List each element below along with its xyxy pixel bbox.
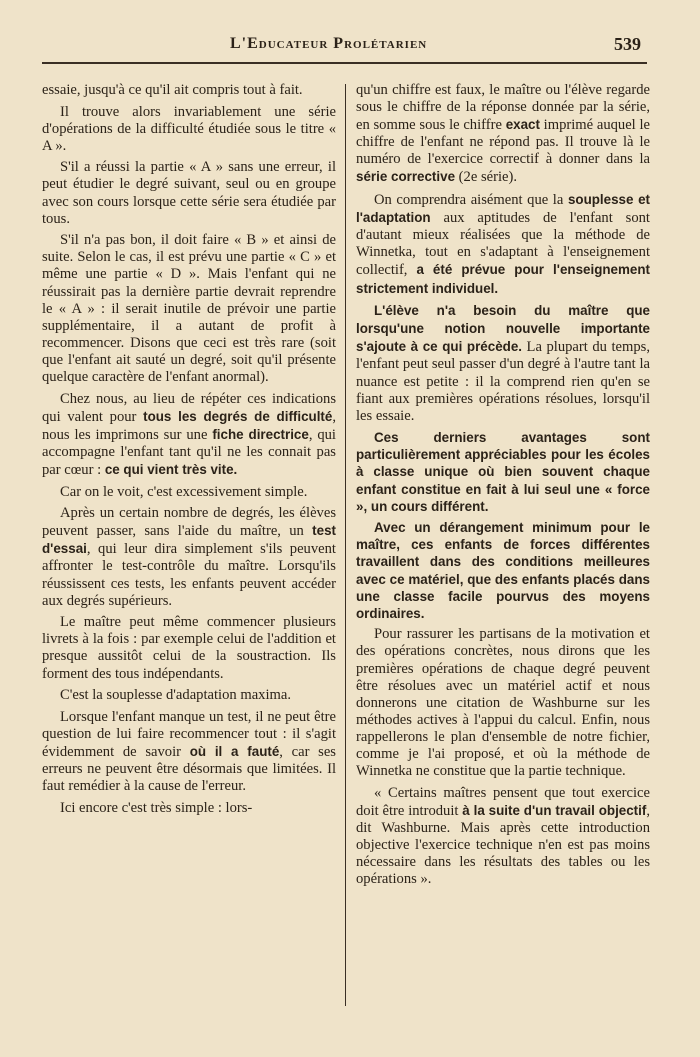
paragraph <box>356 191 650 298</box>
bold-run: série corrective <box>356 169 456 185</box>
paragraph: Le maître peut même commencer plusieurs livrets à la fois : par exemple celui de l'addition et presque aussitôt celui de la soustraction. Ils forment des tous indépendants. <box>42 614 336 682</box>
paragraph <box>42 709 336 795</box>
text-run: Après un certain nombre de degrés, les élèves peuvent passer, sans l'aide du maître, un <box>42 505 336 540</box>
paragraph: C'est la souplesse d'adaptation maxima. <box>60 687 292 704</box>
text-run: La plupart du temps, l'enfant peut seul passer d'un degré à l'autre tant la nuance est petite : il la comprend rien qu'en se fiant aux premières opérations résolues, lorsqu'il les essaie. <box>356 339 650 424</box>
bold-paragraph: Ces derniers avantages sont particulièrement appréciables pour les écoles à classe unique où bien souvent chaque enfant constitue en fait à lui seul une « force », un cours différent. <box>356 430 650 514</box>
paragraph: Ici encore c'est très simple : lors- <box>60 799 253 816</box>
bold-run: a été prévue pour l'enseignement strictement individuel. <box>356 262 651 296</box>
paragraph: essaie, jusqu'à ce qu'il ait compris tout à fait. <box>42 82 303 98</box>
text-run: Chez nous, au lieu de répéter ces indications qui valent pour <box>42 390 336 425</box>
paragraph <box>356 82 650 187</box>
bold-run: fiche directrice <box>212 426 309 442</box>
paragraph: Car on le voit, c'est excessivement simple. <box>60 483 308 500</box>
bold-run: tous les degrés de difficulté <box>143 408 333 424</box>
column-divider <box>345 84 346 1006</box>
bold-run: test d'essai <box>42 523 336 557</box>
text-run: (2e série). <box>455 169 518 186</box>
paragraph <box>42 505 336 610</box>
bold-run: où il a fauté <box>189 743 280 759</box>
text-run: aux aptitudes de l'enfant sont d'autant mieux réalisées que la méthode de Winnetka, tout en s'adaptant à l'enseignement collectif, <box>356 210 650 279</box>
page-header <box>42 28 647 64</box>
page-number: 539 <box>614 34 641 54</box>
text-run: Lorsque l'enfant manque un test, il ne peut être question de lui faire recommencer tout : il s'agit évidemment de savoir <box>42 708 336 760</box>
paragraph: Il trouve alors invariablement une série d'opérations de la difficulté étudiée sous le titre « A ». <box>42 103 336 154</box>
text-run: imprimé auquel le chiffre de l'enfant ne répond pas. Il trouve là le numéro de l'exercice correctif à donner dans la <box>356 117 651 168</box>
bold-run: exact <box>505 117 540 133</box>
paragraph: Pour rassurer les partisans de la motivation et des opérations concrètes, nous dirons que les premières opérations de chaque degré peuvent être résolues avec un matériel actif et nous donnerons une citation de Washburne sur les méthodes actives à l'appui du calcul. Enfin, nous rappellerons le plan d'ensemble de notre fichier, comme je l'ai proposé, et où la méthode de Winnetka ne constitue que la partie technique. <box>356 626 650 780</box>
bold-run: à la suite d'un travail objectif <box>462 802 647 818</box>
paragraph <box>356 785 650 889</box>
text-run: , dit Washburne. Mais après cette introduction objective l'exercice technique n'en est pas moins nécessaire dans les résultats des tables ou les opérations ». <box>356 802 650 888</box>
text-run: , qui accompagne l'enfant tant qu'il ne les connait pas par cœur : <box>42 426 336 478</box>
bold-run: souplesse et l'adaptation <box>356 192 650 226</box>
bold-run: L'élève n'a besoin du maître que lorsqu'une notion nouvelle importante s'ajoute à ce qui précède. <box>356 303 650 355</box>
paragraph <box>42 391 336 479</box>
paragraph: S'il a réussi la partie « A » sans une erreur, il peut étudier le degré suivant, seul ou en groupe avec son cours lorsque cette série sera étudiée par tous. <box>42 159 336 227</box>
text-run: qu'un chiffre est faux, le maître ou l'élève regarde sous le chiffre de la réponse donnée par la série, en somme sous le chiffre <box>356 82 650 134</box>
text-run: On comprendra aisément que la <box>374 192 568 209</box>
right-column <box>356 82 650 893</box>
text-run: , qui leur dira simplement s'ils peuvent affronter le test-contrôle du maître. Lorsqu'ils réussissent ces tests, les enfants peuvent accéder aux degrés supérieurs. <box>42 541 336 609</box>
text-run: , nous les imprimons sur une <box>42 408 336 443</box>
left-column <box>42 82 336 821</box>
bold-paragraph: Avec un dérangement minimum pour le maître, ces enfants de forces différentes travaillent dans des conditions meilleures avec ce matériel, que des enfants placés dans une classe facile pourvus des moyens ordinaires. <box>356 520 650 621</box>
paragraph <box>356 302 650 425</box>
bold-run: ce qui vient très vite. <box>104 461 238 477</box>
journal-title: L'Educateur Prolétarien <box>230 35 428 52</box>
text-run: , car ses erreurs ne peuvent être désormais que limitées. Il faut remédier à la cause de l'erreur. <box>42 743 336 795</box>
text-run: « Certains maîtres pensent que tout exercice doit être introduit <box>356 784 650 819</box>
paragraph: S'il n'a pas bon, il doit faire « B » et ainsi de suite. Selon le cas, il est prévu une partie « C » et même une partie « D ». Mais l'enfant qui ne réussirait pas la dernière partie devrait reprendre le « A » : il serait inutile de prévoir une partie supplémentaire, il a autant de profit à recommencer. Disons que ceci est très rare (soit que l'enfant ait sauté un degré, soit qu'il présente quelque caractère de l'enfant anormal). <box>42 232 336 385</box>
